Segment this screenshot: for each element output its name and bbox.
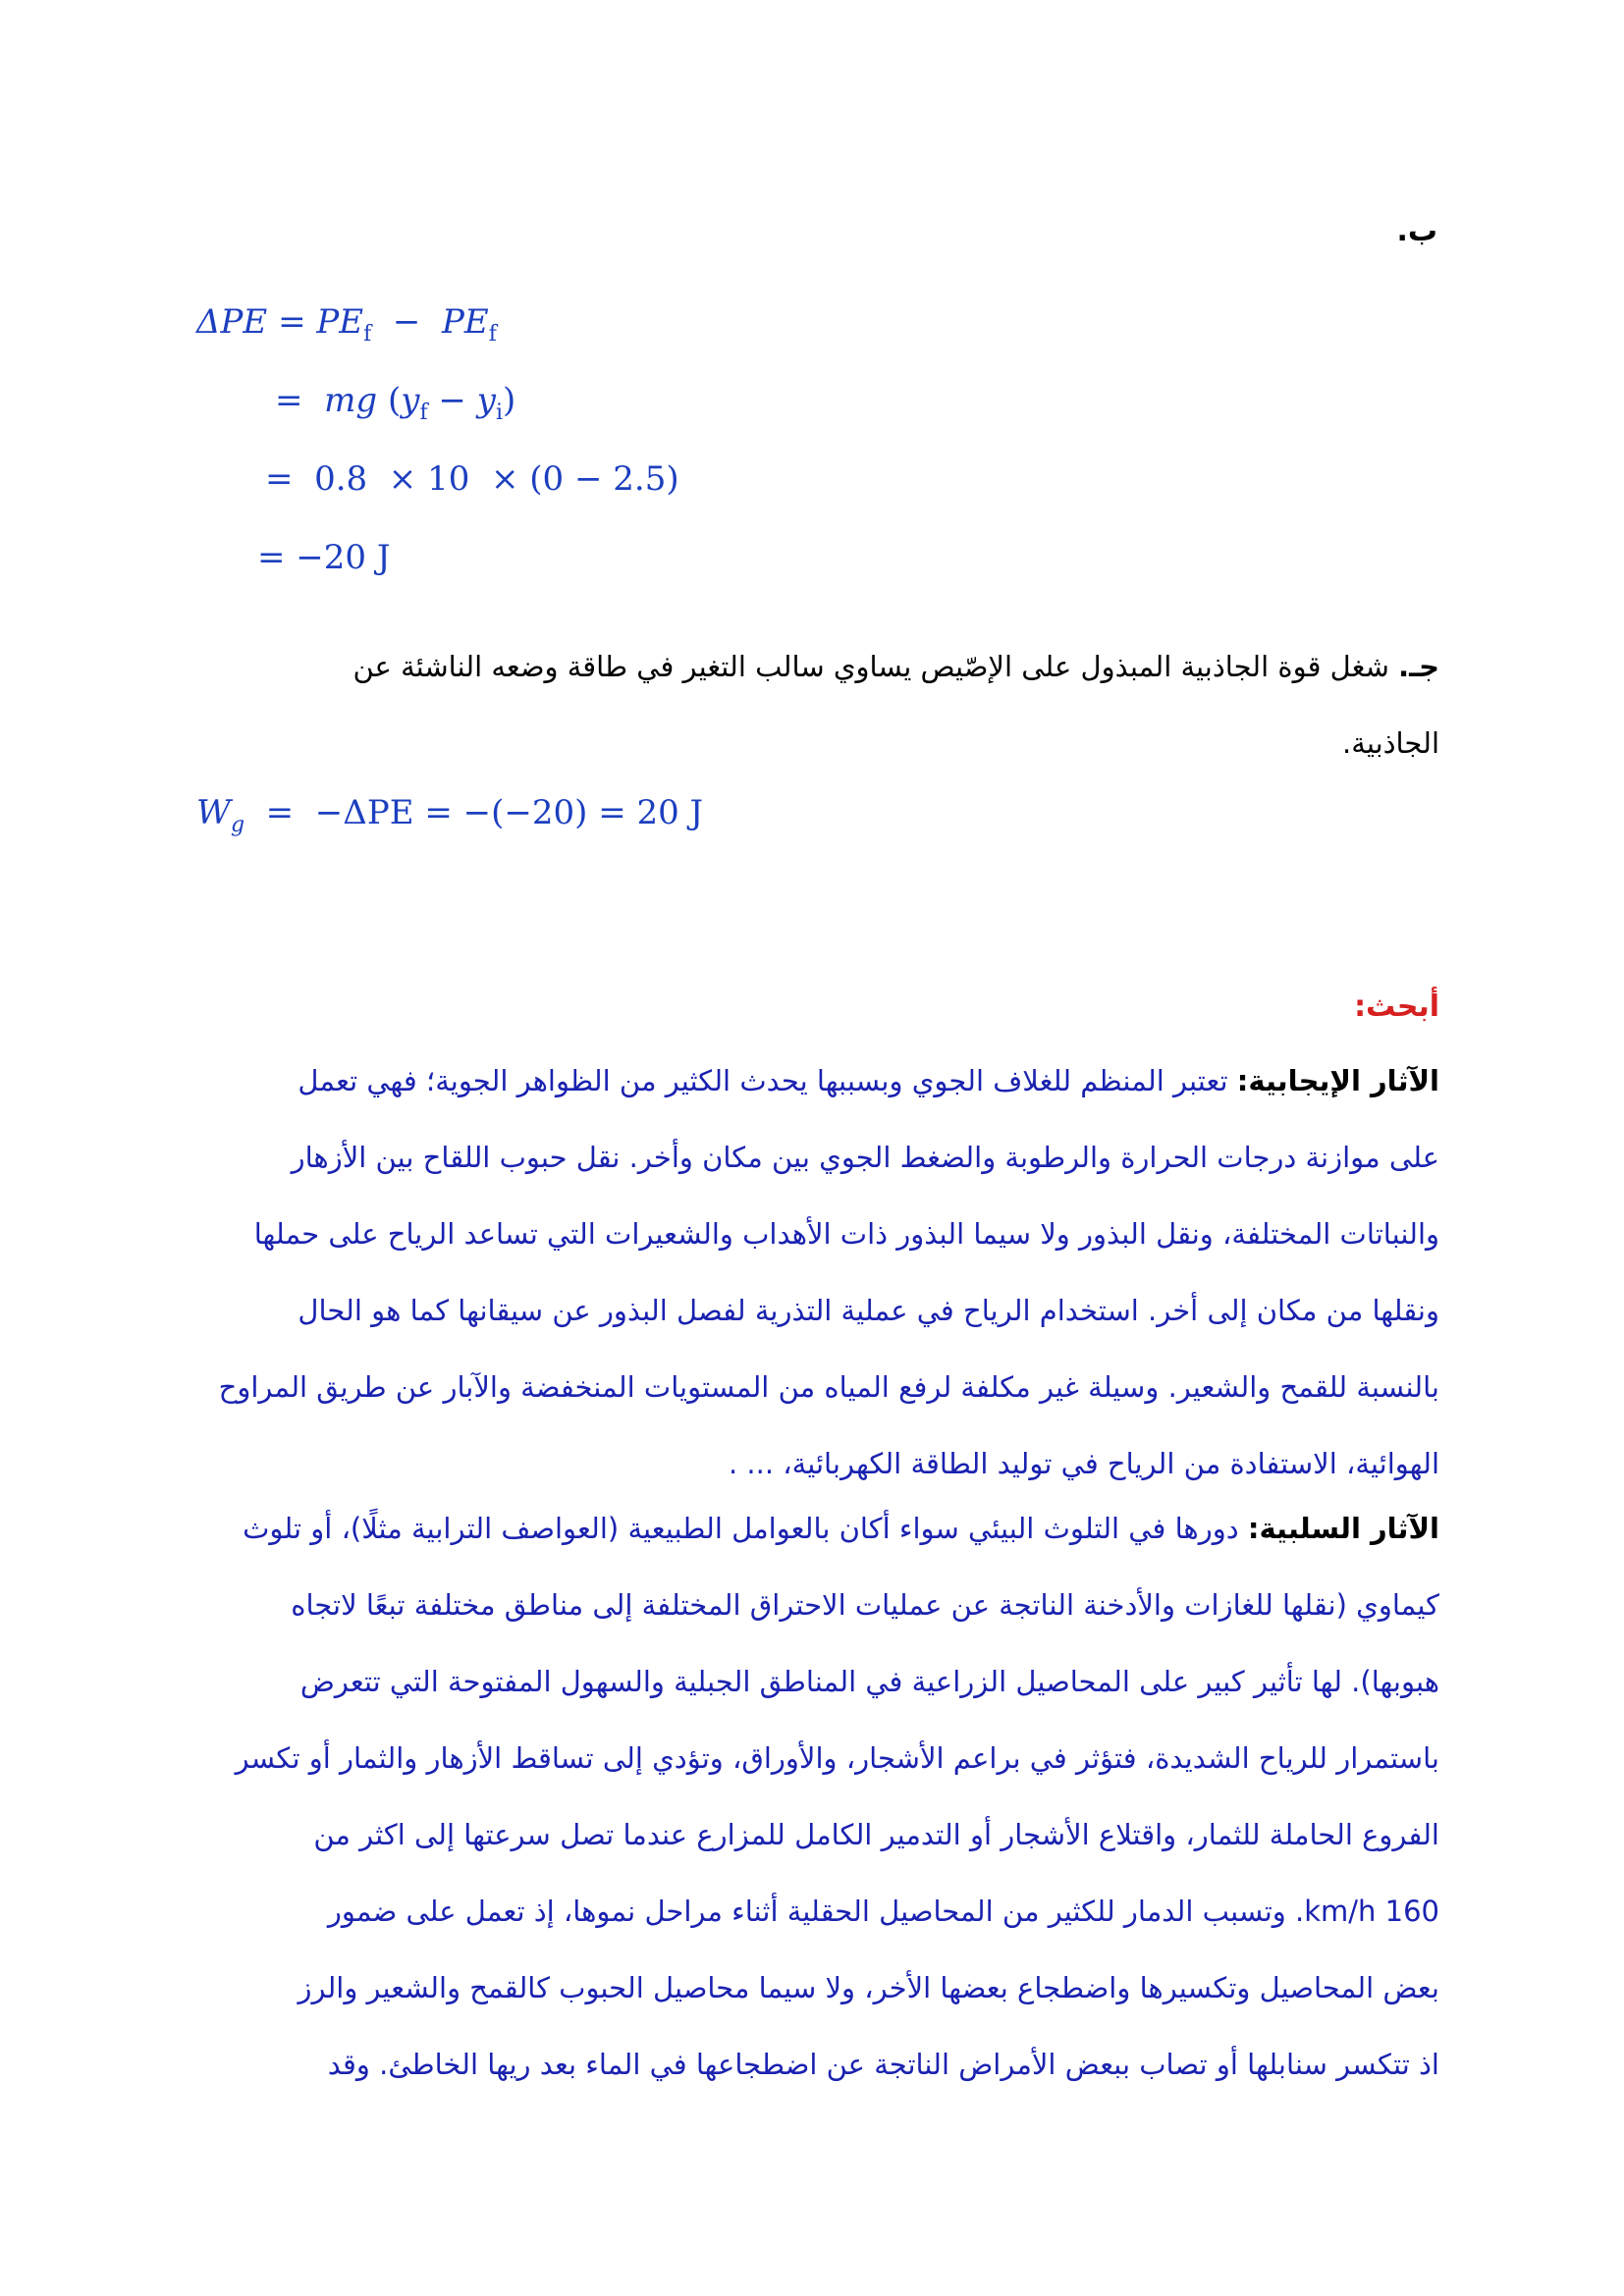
- negative-line: كيماوي (نقلها للغازات والأدخنة الناتجة عن عمليات الاحتراق المختلفة إلى مناطق مختلفة تبعًا لاتجاه: [291, 1588, 1439, 1622]
- eq2-mg: mg: [324, 381, 378, 420]
- eq1-term2: PE: [441, 302, 489, 342]
- positive-effects-label: الآثار الإيجابية:: [1236, 1064, 1439, 1097]
- negative-line: دورها في التلوث البيئي سواء أكان بالعوامل الطبيعية (العواصف الترابية مثلًا)، أو تلوث: [243, 1512, 1239, 1545]
- part-c-label: جـ.: [1398, 650, 1439, 683]
- eq5-rest: = −ΔPE = −(−20) = 20 J: [265, 793, 704, 832]
- eq2-y1: y: [401, 381, 420, 420]
- negative-effects-label: الآثار السلبية:: [1247, 1512, 1439, 1545]
- eq2-equals: =: [275, 381, 303, 420]
- negative-line: هبوبها). لها تأثير كبير على المحاصيل الزراعية في المناطق الجبلية والسهول المفتوحة التي تتعرض: [299, 1665, 1439, 1698]
- equation-delta-pe: [196, 302, 497, 347]
- eq1-term1-sub: f: [363, 322, 372, 347]
- positive-line: ونقلها من مكان إلى أخر. استخدام الرياح في عملية التذرية لفصل البذور عن سيقانها كما هو الحال: [298, 1294, 1439, 1327]
- negative-line: 160 km/h. وتسبب الدمار للكثير من المحاصيل الحقلية أثناء مراحل نموها، إذ تعمل على ضمور: [327, 1895, 1439, 1928]
- negative-line: باستمرار للرياح الشديدة، فتؤثر في براعم الأشجار، والأوراق، وتؤدي إلى تساقط الأزهار والثمار أو تكسر: [235, 1741, 1439, 1775]
- negative-line: الفروع الحاملة للثمار، واقتلاع الأشجار أو التدمير الكامل للمزارع عندما تصل سرعتها إلى اكثر من: [313, 1818, 1439, 1851]
- eq2-y2: y: [476, 381, 496, 420]
- positive-line: والنباتات المختلفة، ونقل البذور ولا سيما البذور ذات الأهداب والشعيرات التي تساعد الرياح على حملها: [253, 1217, 1439, 1251]
- part-c-line-1: شغل قوة الجاذبية المبذول على الإصّيص يساوي سالب التغير في طاقة وضعه الناشئة عن: [352, 650, 1389, 683]
- part-b-label: ب.: [1396, 214, 1437, 248]
- equation-mg: [275, 381, 515, 425]
- equation-numeric: = 0.8 × 10 × (0 − 2.5): [265, 459, 679, 499]
- eq5-lhs: W: [196, 793, 231, 832]
- research-heading: أبحث:: [1354, 989, 1439, 1024]
- positive-line: بالنسبة للقمح والشعير. وسيلة غير مكلفة لرفع المياه من المستويات المنخفضة والآبار عن طريق المراوح: [218, 1370, 1439, 1404]
- negative-line: بعض المحاصيل وتكسيرها واضطجاع بعضها الأخر، ولا سيما محاصيل الحبوب كالقمح والشعير والرز: [298, 1971, 1439, 2004]
- eq1-equals: =: [278, 302, 306, 342]
- part-c-line-2: الجاذبية.: [1342, 726, 1439, 760]
- positive-line: تعتبر المنظم للغلاف الجوي وبسببها يحدث الكثير من الظواهر الجوية؛ فهي تعمل: [298, 1064, 1228, 1097]
- equation-work-gravity: [196, 793, 703, 837]
- negative-line: اذ تتكسر سنابلها أو تصاب ببعض الأمراض الناتجة عن اضطجاعها في الماء بعد ريها الخاطئ. وقد: [327, 2048, 1439, 2081]
- eq2-open: (: [387, 381, 402, 420]
- eq5-lhs-sub: g: [230, 813, 245, 837]
- research-body: [183, 1042, 1439, 2103]
- eq1-term1: PE: [316, 302, 364, 342]
- eq1-minus: −: [392, 302, 421, 342]
- eq2-y1-sub: f: [419, 400, 428, 425]
- positive-line: الهوائية، الاستفادة من الرياح في توليد الطاقة الكهربائية، ... .: [729, 1447, 1439, 1480]
- part-c-paragraph: [183, 628, 1439, 781]
- eq2-minus: −: [438, 381, 466, 420]
- eq2-close: ): [502, 381, 516, 420]
- eq1-lhs: ΔPE: [196, 302, 268, 342]
- equation-result: = −20 J: [257, 538, 391, 577]
- positive-line: على موازنة درجات الحرارة والرطوبة والضغط الجوي بين مكان وأخر. نقل حبوب اللقاح بين الأزهار: [291, 1141, 1439, 1174]
- eq1-term2-sub: f: [488, 322, 497, 347]
- eq2-y2-sub: i: [495, 400, 503, 425]
